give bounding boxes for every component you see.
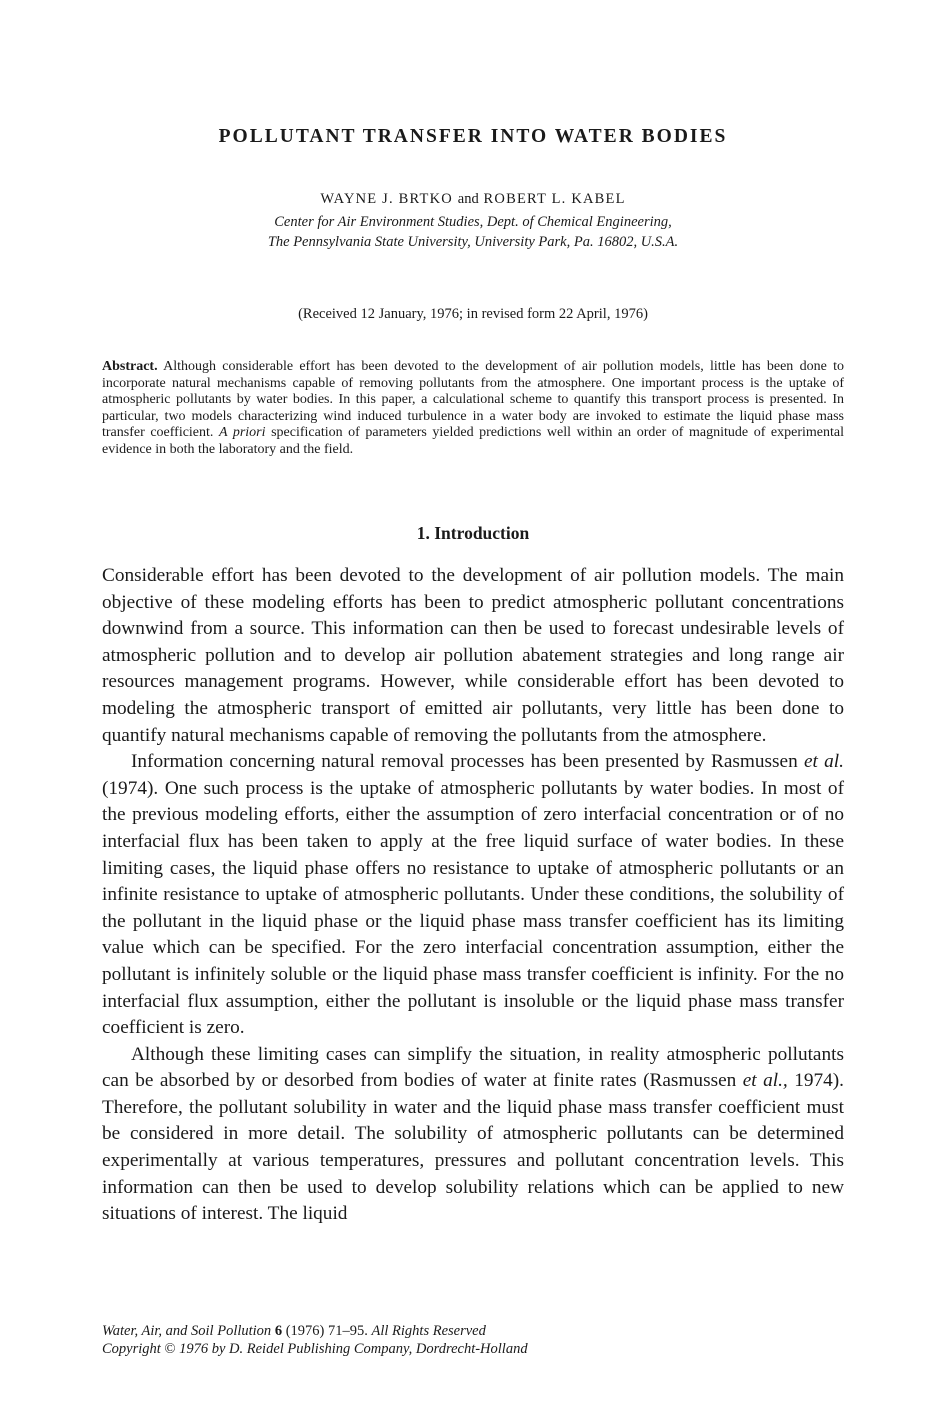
copyright-symbol: ©: [164, 1341, 176, 1357]
abstract-text-1: Although considerable effort has been devoted to the development of air pollution models, little has been done to incorporate natural mechanisms capable of removing pollutants from the atmosphere. One important process is the uptake of atmospheric pollutants by water bodies. In this paper, a calculational scheme to quantify this transport process is presented. In particular, two models characterizing wind induced turbulence in a water body are invoked to estimate the liquid phase mass transfer coefficient.: [102, 359, 844, 441]
journal-volume: 6: [274, 1323, 283, 1339]
introduction-body: [102, 563, 844, 1228]
author-kabel: ROBERT L. KABEL: [483, 191, 626, 207]
author-brtko: WAYNE J. BRTKO: [320, 191, 453, 207]
paragraph-3-et-al: et al.,: [742, 1070, 788, 1092]
paragraph-3: [102, 1042, 844, 1228]
copyright-prefix: Copyright: [102, 1341, 165, 1357]
section-heading-introduction: 1. Introduction: [416, 523, 530, 543]
abstract: [102, 359, 844, 459]
journal-citation: [102, 1322, 844, 1340]
affiliation: [102, 212, 844, 252]
journal-rights: All Rights Reserved: [371, 1323, 486, 1339]
abstract-text-2: specification of parameters yielded predictions well within an order of magnitude of experimental evidence in both the laboratory and the field.: [102, 425, 844, 457]
abstract-italic: A priori: [218, 425, 266, 441]
abstract-label: Abstract.: [102, 359, 158, 374]
journal-footer: [102, 1322, 844, 1358]
affiliation-line-1: Center for Air Environment Studies, Dept. of Chemical Engineering,: [274, 214, 672, 230]
copyright-line: [102, 1340, 844, 1358]
paragraph-2: [102, 749, 844, 1042]
copyright-publisher: 1976 by D. Reidel Publishing Company, Dordrecht-Holland: [175, 1341, 528, 1357]
author-line: [102, 191, 844, 208]
received-dates: (Received 12 January, 1976; in revised form 22 April, 1976): [298, 306, 648, 322]
journal-name: Water, Air, and Soil Pollution: [102, 1323, 275, 1339]
paragraph-3-text-b: 1974). Therefore, the pollutant solubility in water and the liquid phase mass transfer coefficient must be considered in more detail. The solubility of atmospheric pollutants can be determined experimentally at various temperatures, pressures and pollutant concentration levels. This information can then be used to develop solubility relations which can be applied to new situations of interest. The liquid: [102, 1070, 845, 1225]
affiliation-line-2: The Pennsylvania State University, University Park, Pa. 16802, U.S.A.: [267, 234, 679, 250]
paragraph-2-et-al: et al.: [803, 751, 844, 773]
author-conjunction: and: [457, 191, 479, 207]
paragraph-3-text-a: Although these limiting cases can simplify the situation, in reality atmospheric pollutants can be absorbed by or desorbed from bodies of water at finite rates (Rasmussen: [102, 1043, 844, 1092]
paragraph-2-text-a: Information concerning natural removal processes has been presented by Rasmussen: [131, 751, 804, 773]
paper-title: POLLUTANT TRANSFER INTO WATER BODIES: [218, 126, 728, 147]
paragraph-2-text-b: (1974). One such process is the uptake of atmospheric pollutants by water bodies. In most of the previous modeling efforts, either the assumption of zero interfacial concentration or of no interfacial flux has been taken to apply at the free liquid surface of water bodies. In these limiting cases, the liquid phase offers no resistance to uptake of atmospheric pollutants or an infinite resistance to uptake of atmospheric pollutants. Under these conditions, the solubility of the pollutant in the liquid phase or the liquid phase mass transfer coefficient has its limiting value which can be specified. For the zero interfacial concentration assumption, either the pollutant is infinitely soluble or the liquid phase mass transfer coefficient is infinity. For the no interfacial flux assumption, either the pollutant is insoluble or the liquid phase mass transfer coefficient is zero.: [102, 777, 844, 1039]
journal-year-pages: (1976) 71–95.: [282, 1323, 372, 1339]
paragraph-1: Considerable effort has been devoted to the development of air pollution models. The main objective of these modeling efforts has been to predict atmospheric pollutant concentrations downwind from a source. This information can then be used to forecast undesirable levels of atmospheric pollution and to develop air pollution abatement strategies and long range air resources management programs. However, while considerable effort has been devoted to modeling the atmospheric transport of emitted air pollutants, very little has been done to quantify natural mechanisms capable of removing the pollutants from the atmosphere.: [102, 565, 844, 746]
